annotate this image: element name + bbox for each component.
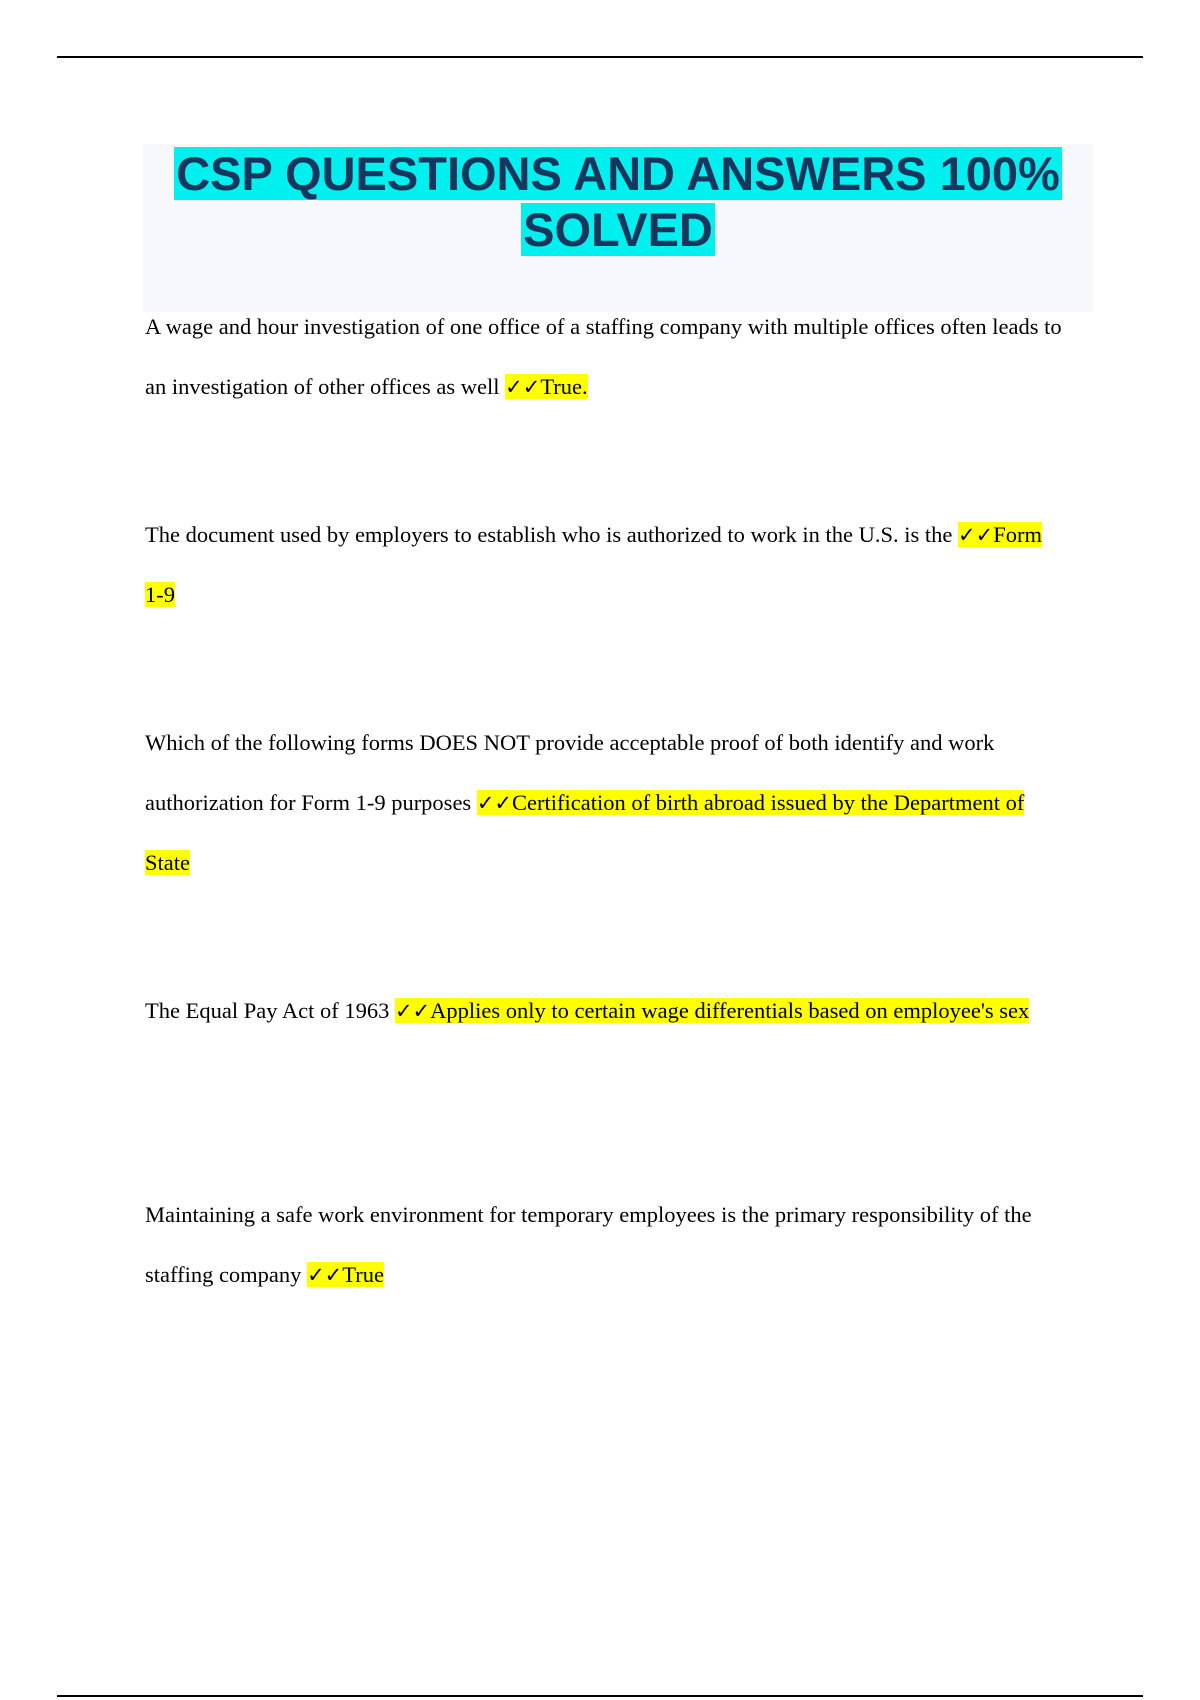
check-mark-icon: ✓✓ — [476, 791, 513, 815]
answer-text: True — [342, 1262, 384, 1287]
answer-text: Applies only to certain wage differentials based on employee's sex — [430, 998, 1030, 1023]
answer-highlight — [505, 374, 588, 399]
qa-item-1 — [145, 297, 1065, 417]
check-mark-icon: ✓✓ — [958, 523, 994, 547]
document-title: CSP QUESTIONS AND ANSWERS 100% SOLVED — [176, 147, 1060, 256]
qa-item-5 — [145, 1185, 1065, 1305]
footer-rule — [57, 1695, 1143, 1697]
question-text: Maintaining a safe work environment for temporary employees is the primary responsibility of the staffing company — [145, 1202, 1032, 1287]
answer-text: True. — [540, 374, 588, 399]
qa-item-3 — [145, 713, 1065, 893]
qa-item-2 — [145, 505, 1065, 625]
check-mark-icon: ✓✓ — [394, 999, 431, 1023]
qa-item-4 — [145, 981, 1065, 1041]
check-mark-icon: ✓✓ — [307, 1263, 343, 1287]
question-text: Which of the following forms DOES NOT provide acceptable proof of both identify and work authorization for Form 1-9 purposes — [145, 730, 995, 815]
answer-text: Certification of birth abroad issued by the Department of State — [145, 790, 1025, 875]
header-rule — [57, 56, 1143, 58]
answer-highlight — [395, 998, 1029, 1023]
answer-text: Form 1-9 — [145, 522, 1042, 607]
title-block — [143, 144, 1093, 312]
question-text: A wage and hour investigation of one office of a staffing company with multiple offices often leads to an investigation of other offices as well — [145, 314, 1062, 399]
check-mark-icon: ✓✓ — [505, 375, 541, 399]
question-text: The document used by employers to establish who is authorized to work in the U.S. is the — [145, 522, 953, 547]
answer-highlight — [307, 1262, 384, 1287]
question-text: The Equal Pay Act of 1963 — [145, 998, 390, 1023]
